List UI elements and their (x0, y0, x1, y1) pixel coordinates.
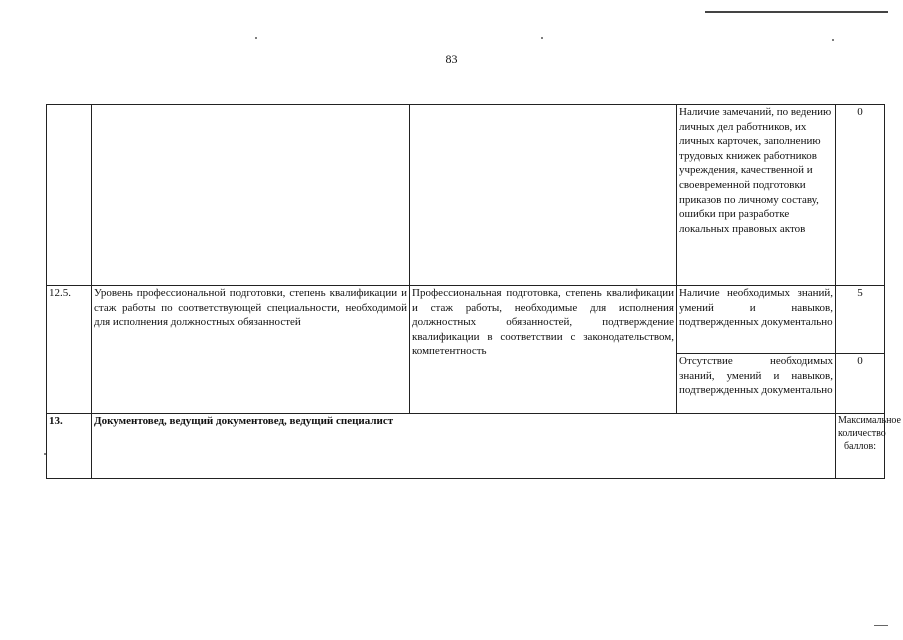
section-number: 13. (47, 414, 92, 479)
page-number: 83 (445, 52, 458, 66)
indicator-cell: Отсутствие необходимых знаний, умений и навыков, подтвержденных документально (677, 354, 836, 414)
section-title: Документовед, ведущий документовед, ведущий специалист (92, 414, 836, 479)
criterion-cell: Уровень профессиональной подготовки, степень квалификации и стаж работы по соответствующей специальности, необходимой для исполнения должностных обязанностей (92, 286, 410, 414)
scan-speck (541, 37, 543, 39)
scan-speck (832, 39, 834, 41)
table-row (47, 286, 885, 354)
criterion-cell (92, 105, 410, 286)
top-rule (705, 11, 888, 13)
condition-cell (410, 105, 677, 286)
row-number: 12.5. (47, 286, 92, 414)
indicator-cell: Наличие замечаний, по ведению личных дел работников, их личных карточек, заполнению трудовых книжек работников учреждения, качественной и своевременной подготовки приказов по личному составу, ошибки при разработке локальных правовых актов (677, 105, 836, 286)
indicator-cell: Наличие необходимых знаний, умений и навыков, подтвержденных документально (677, 286, 836, 354)
table-row (47, 105, 885, 286)
score-cell: 5 (836, 286, 885, 354)
condition-cell: Профессиональная подготовка, степень квалификации и стаж работы, необходимые для исполнения должностных обязанностей, подтверждение квалификации в соответствии с законодательством, компетентность (410, 286, 677, 414)
max-score-label: Максимальное количество баллов: (836, 414, 885, 479)
section-row (47, 414, 885, 479)
row-number (47, 105, 92, 286)
score-cell: 0 (836, 354, 885, 414)
criteria-table (46, 104, 901, 479)
score-cell: 0 (836, 105, 885, 286)
bottom-rule (874, 625, 888, 626)
scan-speck (255, 37, 257, 39)
